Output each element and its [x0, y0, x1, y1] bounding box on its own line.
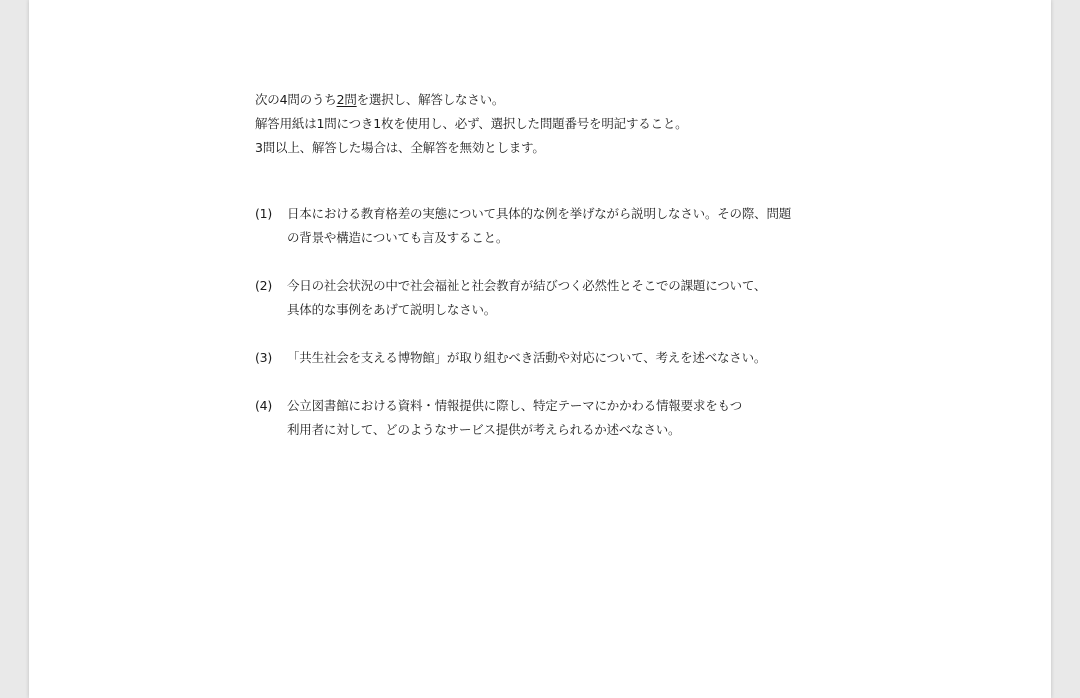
- question-text: [287, 202, 895, 250]
- instruction-line-3: 3問以上、解答した場合は、全解答を無効とします。: [255, 140, 545, 155]
- question-list: [255, 202, 895, 442]
- question-text-line: 今日の社会状況の中で社会福祉と社会教育が結びつく必然性とそこでの課題について、: [287, 278, 767, 293]
- instruction-text: を選択し、解答しなさい。: [356, 92, 505, 107]
- question-text: [287, 346, 895, 370]
- instruction-text: 次の4問のうち: [255, 92, 337, 107]
- instruction-line-2: 解答用紙は1問につき1枚を使用し、必ず、選択した問題番号を明記すること。: [255, 116, 688, 131]
- question-number: (4): [255, 398, 273, 413]
- instruction-line-1: [255, 88, 895, 112]
- question-text-line: 具体的な事例をあげて説明しなさい。: [287, 302, 497, 317]
- question-text: [287, 394, 895, 442]
- document-page: [29, 0, 1051, 698]
- question-text-line: 「共生社会を支える博物館」が取り組むべき活動や対応について、考えを述べなさい。: [287, 350, 767, 365]
- question-text-line: 公立図書館における資料・情報提供に際し、特定テーマにかかわる情報要求をもつ: [287, 398, 743, 413]
- question-text: [287, 274, 895, 322]
- question-number: (3): [255, 350, 273, 365]
- question-item: [255, 202, 895, 250]
- question-number: (1): [255, 206, 273, 221]
- question-text-line: の背景や構造についても言及すること。: [287, 230, 509, 245]
- question-text-line: 日本における教育格差の実態について具体的な例を挙げながら説明しなさい。その際、問題: [287, 206, 792, 221]
- instruction-underlined-text: 2問: [336, 92, 357, 107]
- question-number: (2): [255, 278, 273, 293]
- question-text-line: 利用者に対して、どのようなサービス提供が考えられるか述べなさい。: [287, 422, 681, 437]
- exam-content: [255, 88, 895, 466]
- question-item: [255, 394, 895, 442]
- question-item: [255, 346, 895, 370]
- question-item: [255, 274, 895, 322]
